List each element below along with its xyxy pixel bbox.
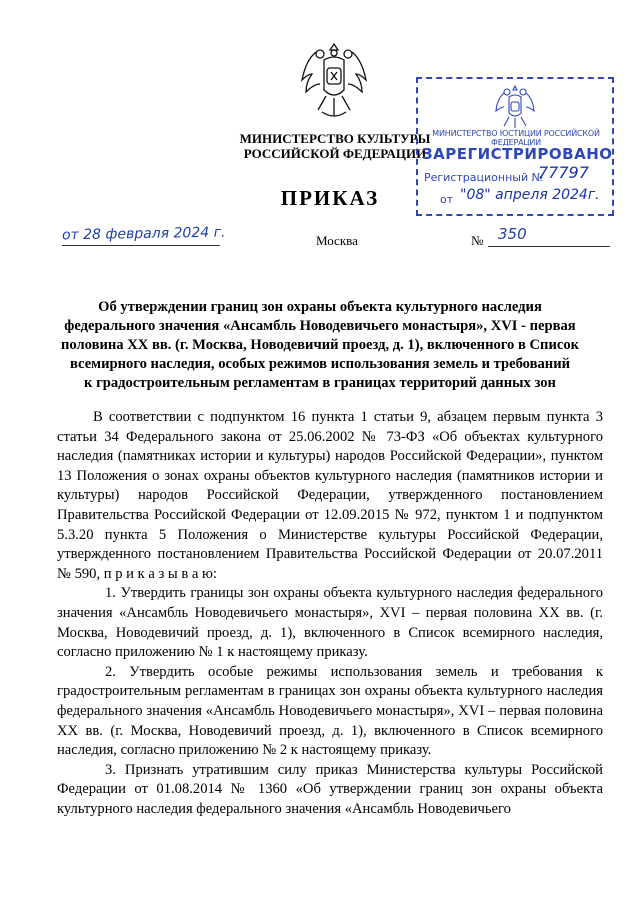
handwritten-date: от 28 февраля 2024 г.: [61, 224, 226, 244]
document-type: ПРИКАЗ: [280, 186, 380, 210]
title-line-2: федерального значения «Ансамбль Новодевичьего монастыря», XVI - первая: [64, 318, 576, 334]
stamp-emblem-icon: [494, 83, 536, 131]
document-title: [60, 298, 580, 393]
document-body: [57, 408, 603, 819]
title-line-1: Об утверждении границ зон охраны объекта культурного наследия: [98, 299, 542, 315]
stamp-reg-number: 77797: [538, 163, 589, 182]
preamble-paragraph: В соответствии с подпунктом 16 пункта 1 статьи 9, абзацем первым пункта 3 статьи 34 Федерального закона от 25.06.2002 № 73-ФЗ «Об объектах культурного наследия (памятниках истории и культуры) народов Российской Федерации», пунктом 13 Положения о зонах охраны объектов культурного наследия (памятников истории и культуры) народов Российской Федерации, утвержденного постановлением Правительства Российской Федерации от 12.09.2015 № 972, пунктом 1 и подпунктом 5.3.20 пункта 5 Положения о Министерстве культуры Российской Федерации, утвержденного постановлением Правительства Российской Федерации от 20.07.2011 № 590, п р и к а з ы в а ю:: [57, 409, 603, 582]
stamp-reg-number-label: Регистрационный №: [424, 171, 544, 184]
coat-of-arms-emblem: [298, 38, 370, 124]
city: Москва: [316, 233, 358, 248]
stamp-registered-label: ЗАРЕГИСТРИРОВАНО: [422, 145, 613, 163]
registration-stamp: [416, 77, 614, 216]
stamp-date-prefix: от: [440, 193, 454, 206]
number-underline: [488, 246, 610, 247]
title-line-5: к градостроительным регламентам в границах территорий данных зон: [84, 375, 556, 391]
handwritten-number: 350: [498, 225, 527, 243]
number-label: №: [471, 233, 484, 248]
stamp-organization: МИНИСТЕРСТВО ЮСТИЦИИ РОССИЙСКОЙ ФЕДЕРАЦИИ: [432, 129, 600, 147]
stamp-date: "08" апреля 2024г.: [460, 187, 600, 203]
ministry-line-2: РОССИЙСКОЙ ФЕДЕРАЦИИ: [243, 146, 427, 161]
date-underline: [62, 245, 220, 246]
order-item-1: 1. Утвердить границы зон охраны объекта культурного наследия федерального значения «Ансамбль Новодевичьего монастыря», XVI – первая половина XX вв. (г. Москва, Новодевичий проезд, д. 1), включенного в Список всемирного наследия, согласно приложению № 1 к настоящему приказу.: [57, 585, 603, 661]
title-line-4: всемирного наследия, особых режимов использования земель и требований: [69, 356, 571, 372]
ministry-line-1: МИНИСТЕРСТВО КУЛЬТУРЫ: [239, 131, 431, 146]
order-item-2: 2. Утвердить особые режимы использования земель и требования к градостроительным регламентам в границах зон охраны объекта культурного наследия федерального значения «Ансамбль Новодевичьего монастыря», XVI – первая половина XX вв. (г. Москва, Новодевичий проезд, д. 1), включенного в Список всемирного наследия, согласно приложению № 2 к настоящему приказу.: [57, 663, 603, 759]
title-line-3: половина XX вв. (г. Москва, Новодевичий проезд, д. 1), включенного в Список: [60, 337, 580, 353]
order-item-3: 3. Признать утратившим силу приказ Министерства культуры Российской Федерации от 01.08.2014 № 1360 «Об утверждении границ зон охраны объекта культурного наследия федерального значения «Ансамбль Новодевичьего: [57, 761, 603, 817]
